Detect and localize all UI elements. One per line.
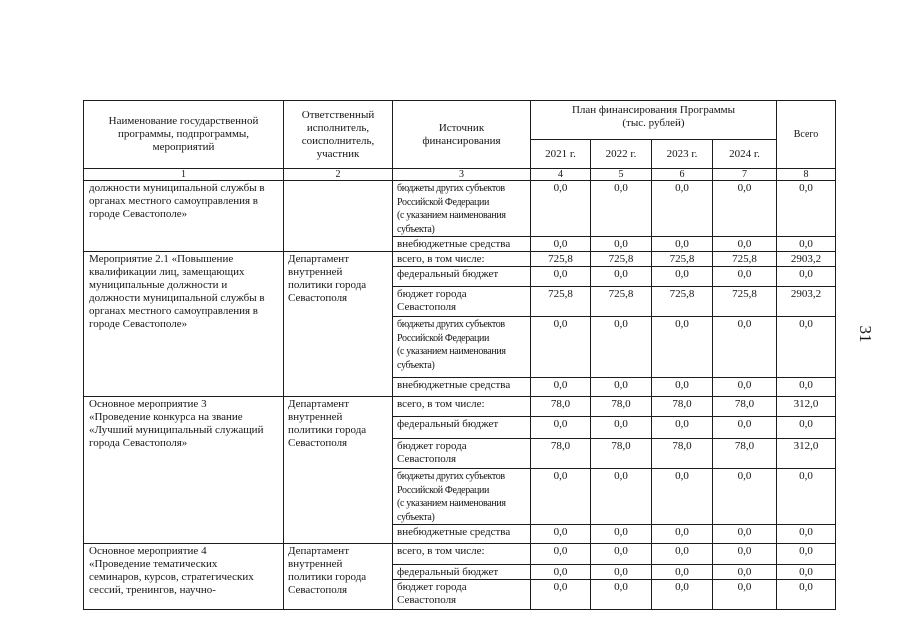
amount-2023: 0,0 xyxy=(652,317,713,378)
amount-total: 312,0 xyxy=(777,397,836,417)
financing-plan-table xyxy=(83,100,836,610)
amount-2024: 0,0 xyxy=(713,525,777,544)
table-row xyxy=(84,397,836,417)
table-row xyxy=(84,181,836,237)
table-row xyxy=(84,252,836,267)
amount-2021: 725,8 xyxy=(531,287,591,317)
program-item-name: Основное мероприятие 4 «Проведение тематических семинаров, курсов, стратегических сессий, тренингов, научно- xyxy=(84,544,284,610)
amount-2023: 0,0 xyxy=(652,580,713,610)
amount-total: 0,0 xyxy=(777,237,836,252)
amount-2024: 0,0 xyxy=(713,267,777,287)
amount-total: 0,0 xyxy=(777,525,836,544)
amount-2023: 0,0 xyxy=(652,525,713,544)
amount-2023: 0,0 xyxy=(652,417,713,439)
column-number: 7 xyxy=(713,169,777,181)
header-year-2024: 2024 г. xyxy=(713,140,777,169)
amount-2021: 0,0 xyxy=(531,237,591,252)
amount-2023: 0,0 xyxy=(652,565,713,580)
amount-2024: 0,0 xyxy=(713,580,777,610)
funding-source: бюджет города Севастополя xyxy=(393,439,531,469)
funding-source: бюджет города Севастополя xyxy=(393,287,531,317)
amount-total: 0,0 xyxy=(777,378,836,397)
amount-total: 0,0 xyxy=(777,181,836,237)
column-number: 2 xyxy=(284,169,393,181)
amount-2022: 78,0 xyxy=(591,439,652,469)
column-number: 8 xyxy=(777,169,836,181)
funding-source: внебюджетные средства xyxy=(393,378,531,397)
amount-total: 0,0 xyxy=(777,417,836,439)
amount-2021: 0,0 xyxy=(531,525,591,544)
program-item-name: должности муниципальной службы в органах местного самоуправления в городе Севастополе» xyxy=(84,181,284,252)
amount-total: 312,0 xyxy=(777,439,836,469)
amount-2021: 0,0 xyxy=(531,544,591,565)
column-number: 1 xyxy=(84,169,284,181)
amount-2021: 0,0 xyxy=(531,580,591,610)
amount-total: 0,0 xyxy=(777,267,836,287)
amount-2022: 78,0 xyxy=(591,397,652,417)
amount-2021: 0,0 xyxy=(531,317,591,378)
amount-2022: 0,0 xyxy=(591,469,652,525)
amount-2022: 725,8 xyxy=(591,287,652,317)
program-item-name: Мероприятие 2.1 «Повышение квалификации лиц, замещающих муниципальные должности и должности муниципальной службы в органах местного самоуправления в городе Севастополе» xyxy=(84,252,284,397)
amount-2023: 0,0 xyxy=(652,181,713,237)
page-number: 31 xyxy=(856,325,875,343)
amount-2024: 0,0 xyxy=(713,469,777,525)
column-number: 3 xyxy=(393,169,531,181)
funding-source: бюджеты других субъектов Российской Федерации (с указанием наименования субъекта) xyxy=(393,181,531,237)
program-item-name: Основное мероприятие 3 «Проведение конкурса на звание «Лучший муниципальный служащий города Севастополя» xyxy=(84,397,284,544)
amount-2021: 0,0 xyxy=(531,469,591,525)
column-number: 4 xyxy=(531,169,591,181)
funding-source: бюджет города Севастополя xyxy=(393,580,531,610)
header-year-2022: 2022 г. xyxy=(591,140,652,169)
amount-2021: 725,8 xyxy=(531,252,591,267)
header-year-2021: 2021 г. xyxy=(531,140,591,169)
amount-2024: 78,0 xyxy=(713,397,777,417)
amount-2023: 725,8 xyxy=(652,287,713,317)
amount-2023: 725,8 xyxy=(652,252,713,267)
amount-2023: 0,0 xyxy=(652,378,713,397)
amount-2022: 0,0 xyxy=(591,544,652,565)
responsible-executor: Департамент внутренней политики города Севастополя xyxy=(284,252,393,397)
responsible-executor xyxy=(284,181,393,252)
funding-source: внебюджетные средства xyxy=(393,525,531,544)
funding-source: всего, в том числе: xyxy=(393,544,531,565)
amount-2024: 0,0 xyxy=(713,544,777,565)
amount-2022: 0,0 xyxy=(591,181,652,237)
header-funding-source: Источник финансирования xyxy=(393,101,531,169)
funding-source: всего, в том числе: xyxy=(393,397,531,417)
amount-2021: 0,0 xyxy=(531,378,591,397)
amount-2021: 78,0 xyxy=(531,397,591,417)
amount-2023: 0,0 xyxy=(652,267,713,287)
amount-2024: 0,0 xyxy=(713,565,777,580)
amount-2023: 0,0 xyxy=(652,237,713,252)
funding-source: внебюджетные средства xyxy=(393,237,531,252)
amount-2024: 0,0 xyxy=(713,181,777,237)
column-numbers-row xyxy=(84,169,836,181)
amount-2021: 0,0 xyxy=(531,565,591,580)
funding-source: всего, в том числе: xyxy=(393,252,531,267)
header-funding-plan: План финансирования Программы (тыс. рублей) xyxy=(531,101,777,140)
funding-source: федеральный бюджет xyxy=(393,417,531,439)
header-row xyxy=(84,101,836,140)
amount-2022: 0,0 xyxy=(591,378,652,397)
amount-total: 2903,2 xyxy=(777,287,836,317)
amount-2022: 0,0 xyxy=(591,580,652,610)
amount-2021: 0,0 xyxy=(531,267,591,287)
amount-2022: 0,0 xyxy=(591,237,652,252)
amount-2022: 725,8 xyxy=(591,252,652,267)
amount-2024: 0,0 xyxy=(713,417,777,439)
amount-2023: 0,0 xyxy=(652,469,713,525)
header-executor: Ответственный исполнитель, соисполнитель, участник xyxy=(284,101,393,169)
amount-2022: 0,0 xyxy=(591,417,652,439)
responsible-executor: Департамент внутренней политики города Севастополя xyxy=(284,397,393,544)
amount-total: 0,0 xyxy=(777,544,836,565)
amount-2022: 0,0 xyxy=(591,565,652,580)
amount-2022: 0,0 xyxy=(591,267,652,287)
amount-2021: 0,0 xyxy=(531,417,591,439)
amount-2023: 0,0 xyxy=(652,544,713,565)
amount-2024: 0,0 xyxy=(713,317,777,378)
column-number: 5 xyxy=(591,169,652,181)
table-row xyxy=(84,544,836,565)
amount-total: 2903,2 xyxy=(777,252,836,267)
amount-total: 0,0 xyxy=(777,565,836,580)
amount-total: 0,0 xyxy=(777,469,836,525)
amount-2021: 78,0 xyxy=(531,439,591,469)
amount-2023: 78,0 xyxy=(652,439,713,469)
header-total: Всего xyxy=(777,101,836,169)
amount-2022: 0,0 xyxy=(591,525,652,544)
header-year-2023: 2023 г. xyxy=(652,140,713,169)
amount-2024: 725,8 xyxy=(713,287,777,317)
amount-total: 0,0 xyxy=(777,317,836,378)
amount-2021: 0,0 xyxy=(531,181,591,237)
column-number: 6 xyxy=(652,169,713,181)
funding-source: федеральный бюджет xyxy=(393,565,531,580)
funding-source: федеральный бюджет xyxy=(393,267,531,287)
amount-2024: 725,8 xyxy=(713,252,777,267)
responsible-executor: Департамент внутренней политики города Севастополя xyxy=(284,544,393,610)
amount-2024: 0,0 xyxy=(713,237,777,252)
amount-2024: 0,0 xyxy=(713,378,777,397)
amount-total: 0,0 xyxy=(777,580,836,610)
funding-source: бюджеты других субъектов Российской Федерации (с указанием наименования субъекта) xyxy=(393,317,531,378)
amount-2022: 0,0 xyxy=(591,317,652,378)
funding-source: бюджеты других субъектов Российской Федерации (с указанием наименования субъекта) xyxy=(393,469,531,525)
amount-2023: 78,0 xyxy=(652,397,713,417)
header-program-name: Наименование государственной программы, подпрограммы, мероприятий xyxy=(84,101,284,169)
amount-2024: 78,0 xyxy=(713,439,777,469)
